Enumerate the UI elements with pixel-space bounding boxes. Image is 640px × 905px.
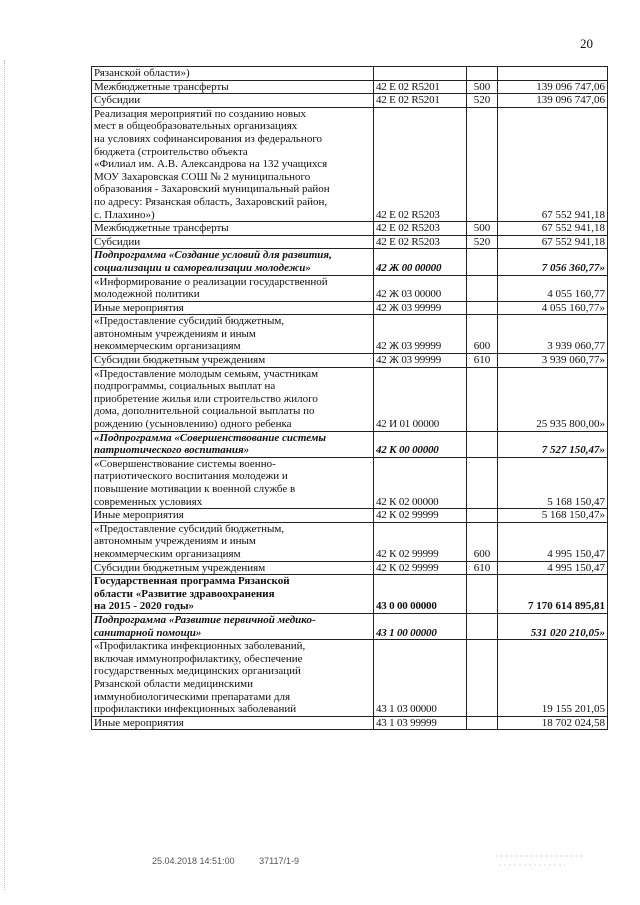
row-type-cell: [467, 249, 498, 275]
row-type-cell: [467, 716, 498, 730]
row-name-cell: Субсидии бюджетным учреждениям: [92, 354, 374, 368]
row-amount-cell: 3 939 060,77»: [498, 354, 608, 368]
row-name-cell: «Подпрограмма «Совершенствование системы патриотического воспитания»: [92, 431, 374, 457]
row-amount-cell: 4 995 150,47: [498, 522, 608, 561]
row-amount-cell: 67 552 941,18: [498, 235, 608, 249]
row-type-cell: [467, 301, 498, 315]
row-code-cell: 42 К 02 99999: [374, 509, 467, 523]
row-name-cell: «Предоставление субсидий бюджетным, автономным учреждениям и иным некоммерческим организациям: [92, 522, 374, 561]
row-type-cell: [467, 457, 498, 508]
table-row: [92, 235, 608, 249]
row-type-cell: 500: [467, 222, 498, 236]
row-code-cell: 42 И 01 00000: [374, 367, 467, 431]
row-amount-cell: 139 096 747,06: [498, 94, 608, 108]
table-row: [92, 94, 608, 108]
row-name-cell: Государственная программа Рязанской области «Развитие здравоохранения на 2015 - 2020 годы»: [92, 575, 374, 614]
row-name-cell: Межбюджетные трансферты: [92, 80, 374, 94]
table-row: [92, 315, 608, 354]
row-amount-cell: 19 155 201,05: [498, 640, 608, 717]
row-amount-cell: 5 168 150,47: [498, 457, 608, 508]
row-name-cell: Иные мероприятия: [92, 716, 374, 730]
table-row: [92, 275, 608, 301]
table-row: [92, 67, 608, 81]
row-code-cell: 42 К 02 99999: [374, 561, 467, 575]
row-code-cell: 43 1 00 00000: [374, 613, 467, 639]
row-amount-cell: [498, 67, 608, 81]
row-amount-cell: 531 020 210,05»: [498, 613, 608, 639]
row-type-cell: [467, 431, 498, 457]
margin-scan-mark: [4, 60, 7, 890]
row-code-cell: 43 1 03 00000: [374, 640, 467, 717]
row-code-cell: 42 К 02 99999: [374, 522, 467, 561]
row-amount-cell: 5 168 150,47»: [498, 509, 608, 523]
table-row: [92, 613, 608, 639]
row-type-cell: [467, 613, 498, 639]
table-row: [92, 561, 608, 575]
row-name-cell: Иные мероприятия: [92, 301, 374, 315]
row-amount-cell: 139 096 747,06: [498, 80, 608, 94]
row-amount-cell: 25 935 800,00»: [498, 367, 608, 431]
row-name-cell: Подпрограмма «Развитие первичной медико- санитарной помощи»: [92, 613, 374, 639]
row-type-cell: [467, 67, 498, 81]
row-code-cell: 42 Е 02 R5203: [374, 235, 467, 249]
row-name-cell: Иные мероприятия: [92, 509, 374, 523]
row-name-cell: Реализация мероприятий по созданию новых мест в общеобразовательных организациях на условиях софинансирования из федерального бюджета (строительство объекта «Филиал им. А.В. Александрова на 132 учащихся МОУ Захаровская СОШ № 2 муниципального образования - Захаровский муниципальный район по адресу: Рязанская область, Захаровский район, с. Плахино»): [92, 107, 374, 221]
row-amount-cell: 4 995 150,47: [498, 561, 608, 575]
row-amount-cell: 4 055 160,77»: [498, 301, 608, 315]
row-amount-cell: 7 527 150,47»: [498, 431, 608, 457]
row-name-cell: «Предоставление субсидий бюджетным, автономным учреждениям и иным некоммерческим организациям: [92, 315, 374, 354]
row-name-cell: «Информирование о реализации государственной молодежной политики: [92, 275, 374, 301]
table-row: [92, 354, 608, 368]
table-row: [92, 716, 608, 730]
row-code-cell: 42 Ж 03 99999: [374, 301, 467, 315]
table-row: [92, 80, 608, 94]
table-row: [92, 575, 608, 614]
row-code-cell: 42 К 02 00000: [374, 457, 467, 508]
footer-code: 37117/1-9: [259, 856, 299, 866]
table-row: [92, 431, 608, 457]
row-code-cell: 42 Е 02 R5201: [374, 94, 467, 108]
page-footer: [152, 856, 321, 866]
row-code-cell: 42 Е 02 R5203: [374, 107, 467, 221]
row-type-cell: [467, 509, 498, 523]
row-name-cell: Подпрограмма «Создание условий для развития, социализации и самореализации молодежи»: [92, 249, 374, 275]
row-name-cell: Субсидии: [92, 235, 374, 249]
table-row: [92, 640, 608, 717]
row-code-cell: 42 К 00 00000: [374, 431, 467, 457]
row-amount-cell: 3 939 060,77: [498, 315, 608, 354]
row-type-cell: [467, 575, 498, 614]
row-type-cell: 520: [467, 94, 498, 108]
row-code-cell: [374, 67, 467, 81]
budget-table: [91, 66, 608, 730]
row-name-cell: Субсидии бюджетным учреждениям: [92, 561, 374, 575]
row-type-cell: 600: [467, 522, 498, 561]
row-type-cell: [467, 640, 498, 717]
row-code-cell: 42 Е 02 R5201: [374, 80, 467, 94]
faint-stamp-mark: [495, 850, 595, 872]
table-row: [92, 457, 608, 508]
row-type-cell: 600: [467, 315, 498, 354]
row-name-cell: Межбюджетные трансферты: [92, 222, 374, 236]
row-code-cell: 42 Ж 03 99999: [374, 354, 467, 368]
row-amount-cell: 7 056 360,77»: [498, 249, 608, 275]
row-amount-cell: 67 552 941,18: [498, 107, 608, 221]
row-amount-cell: 7 170 614 895,81: [498, 575, 608, 614]
budget-table-body: [92, 67, 608, 730]
table-row: [92, 107, 608, 221]
footer-date: 25.04.2018 14:51:00: [152, 856, 235, 866]
row-name-cell: «Профилактика инфекционных заболеваний, включая иммунопрофилактику, обеспечение государственных медицинских организаций Рязанской области медицинскими иммунобиологическими препаратами для профилактики инфекционных заболеваний: [92, 640, 374, 717]
row-amount-cell: 4 055 160,77: [498, 275, 608, 301]
row-type-cell: 610: [467, 561, 498, 575]
row-type-cell: 500: [467, 80, 498, 94]
row-type-cell: [467, 107, 498, 221]
row-code-cell: 42 Е 02 R5203: [374, 222, 467, 236]
row-code-cell: 43 0 00 00000: [374, 575, 467, 614]
row-name-cell: Субсидии: [92, 94, 374, 108]
row-amount-cell: 18 702 024,58: [498, 716, 608, 730]
row-code-cell: 42 Ж 03 99999: [374, 315, 467, 354]
row-code-cell: 42 Ж 03 00000: [374, 275, 467, 301]
row-code-cell: 43 1 03 99999: [374, 716, 467, 730]
table-row: [92, 249, 608, 275]
page-number: 20: [580, 36, 593, 51]
row-amount-cell: 67 552 941,18: [498, 222, 608, 236]
table-row: [92, 522, 608, 561]
table-row: [92, 367, 608, 431]
row-code-cell: 42 Ж 00 00000: [374, 249, 467, 275]
row-type-cell: [467, 275, 498, 301]
table-row: [92, 222, 608, 236]
row-type-cell: 610: [467, 354, 498, 368]
row-name-cell: «Предоставление молодым семьям, участникам подпрограммы, социальных выплат на приобретение жилья или строительство жилого дома, дополнительной социальной выплаты по рождению (усыновлению) одного ребенка: [92, 367, 374, 431]
table-row: [92, 509, 608, 523]
row-type-cell: [467, 367, 498, 431]
row-type-cell: 520: [467, 235, 498, 249]
row-name-cell: Рязанской области»): [92, 67, 374, 81]
table-row: [92, 301, 608, 315]
row-name-cell: «Совершенствование системы военно- патриотического воспитания молодежи и повышение мотивации к военной службе в современных условиях: [92, 457, 374, 508]
